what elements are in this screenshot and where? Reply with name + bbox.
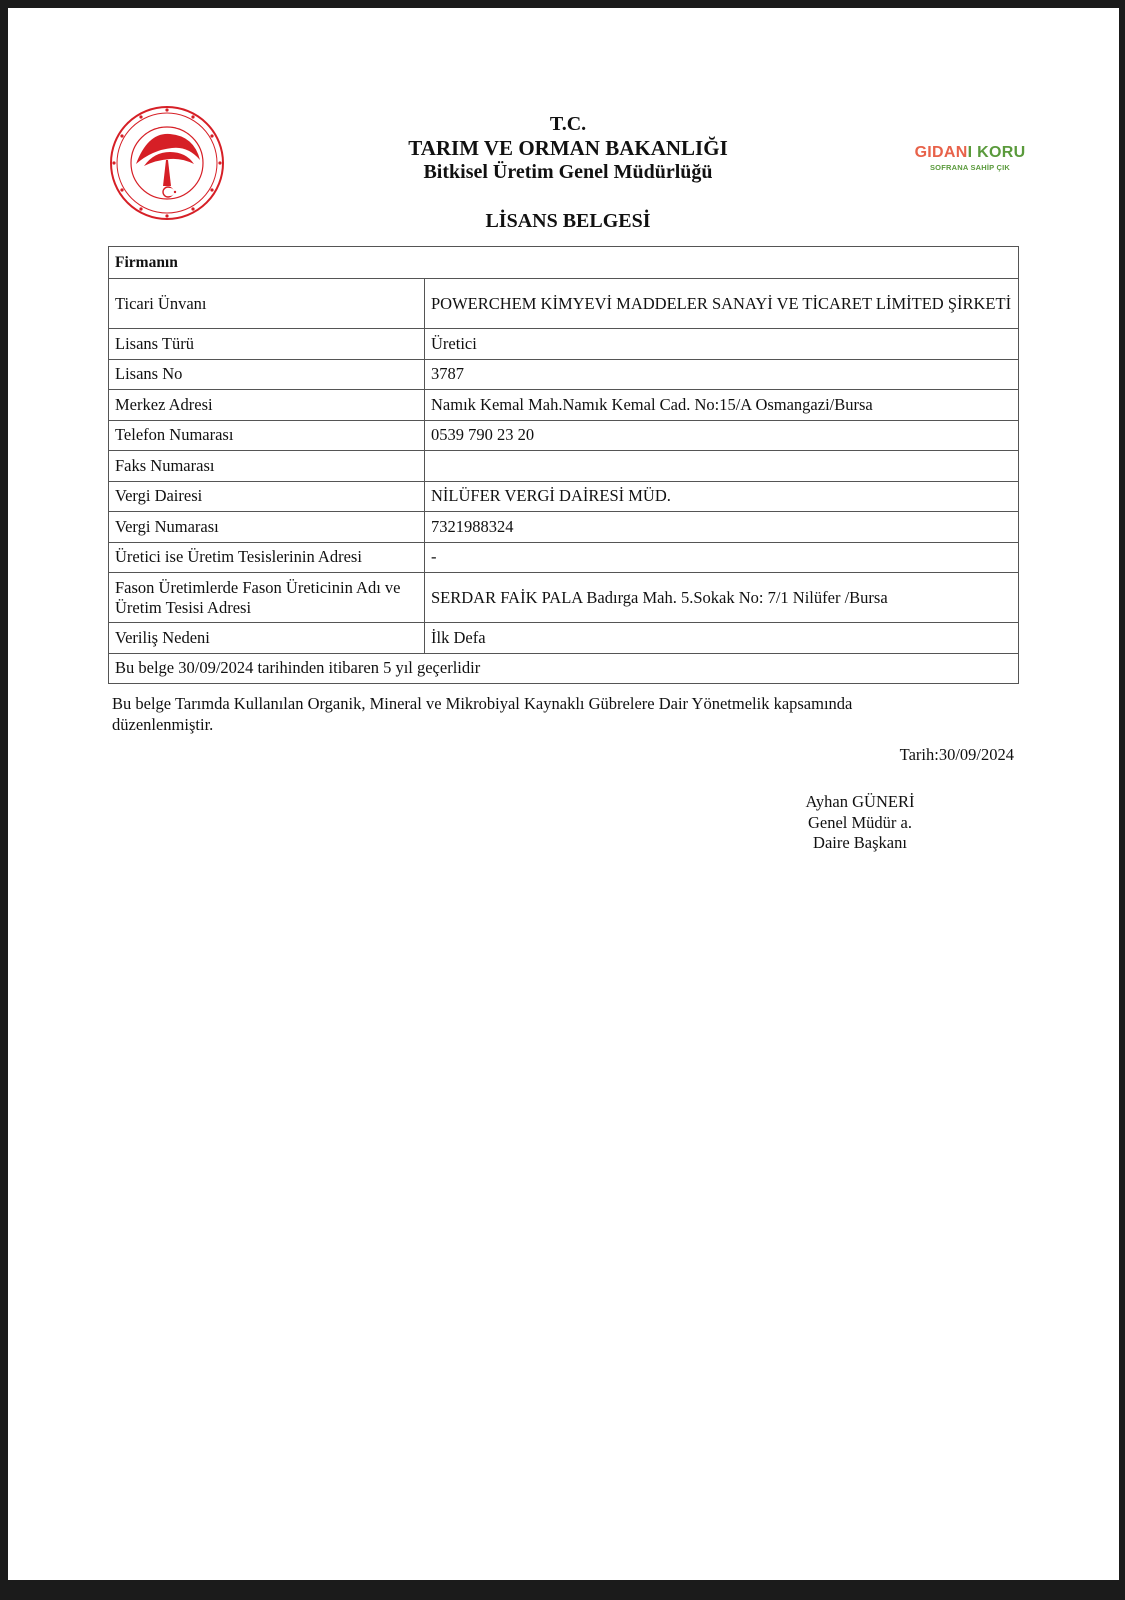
row-label: Veriliş Nedeni [109, 623, 425, 654]
ministry-seal-icon [108, 104, 226, 222]
row-value: 3787 [425, 359, 1019, 390]
table-row [109, 451, 1019, 482]
signature-block [780, 792, 940, 854]
row-value: - [425, 542, 1019, 573]
table-row [109, 390, 1019, 421]
row-label: Telefon Numarası [109, 420, 425, 451]
license-table [108, 246, 1019, 684]
table-row [109, 279, 1019, 329]
gidani-koru-logo [905, 143, 1035, 172]
row-label: Lisans Türü [109, 329, 425, 360]
row-value: SERDAR FAİK PALA Badırga Mah. 5.Sokak No: 7/1 Nilüfer /Bursa [425, 573, 1019, 623]
row-value: 7321988324 [425, 512, 1019, 543]
issue-date: Tarih:30/09/2024 [899, 745, 1014, 764]
document-page [8, 8, 1119, 1580]
table-row [109, 512, 1019, 543]
table-row [109, 573, 1019, 623]
signatory-department: Daire Başkanı [813, 833, 907, 852]
row-label: Fason Üretimlerde Fason Üreticinin Adı ve Üretim Tesisi Adresi [109, 573, 425, 623]
validity-text: Bu belge 30/09/2024 tarihinden itibaren 5 yıl geçerlidir [109, 653, 1019, 684]
table-row [109, 623, 1019, 654]
table-row [109, 481, 1019, 512]
row-label: Üretici ise Üretim Tesislerinin Adresi [109, 542, 425, 573]
section-heading: Firmanın [109, 247, 1019, 279]
row-label: Vergi Dairesi [109, 481, 425, 512]
signatory-name: Ayhan GÜNERİ [805, 792, 915, 811]
row-value [425, 451, 1019, 482]
brand-tagline: SOFRANA SAHİP ÇIK [929, 163, 1011, 172]
table-row [109, 542, 1019, 573]
row-value: NİLÜFER VERGİ DAİRESİ MÜD. [425, 481, 1019, 512]
validity-row [109, 653, 1019, 684]
table-row [109, 420, 1019, 451]
row-label: Lisans No [109, 359, 425, 390]
header-line-1: T.C. [549, 113, 587, 135]
row-value: Namık Kemal Mah.Namık Kemal Cad. No:15/A Osmangazi/Bursa [425, 390, 1019, 421]
directorate-name: Bitkisel Üretim Genel Müdürlüğü [423, 161, 713, 183]
row-label: Vergi Numarası [109, 512, 425, 543]
row-label: Faks Numarası [109, 451, 425, 482]
row-value: 0539 790 23 20 [425, 420, 1019, 451]
ministry-name: TARIM VE ORMAN BAKANLIĞI [408, 136, 728, 160]
brand-name: GIDANI KORU [914, 144, 1026, 161]
document-header [308, 112, 828, 184]
row-label: Merkez Adresi [109, 390, 425, 421]
table-row [109, 329, 1019, 360]
row-value: POWERCHEM KİMYEVİ MADDELER SANAYİ VE TİCARET LİMİTED ŞİRKETİ [425, 279, 1019, 329]
row-value: Üretici [425, 329, 1019, 360]
row-label: Ticari Ünvanı [109, 279, 425, 329]
document-title: LİSANS BELGESİ [485, 210, 651, 232]
row-value: İlk Defa [425, 623, 1019, 654]
table-row [109, 359, 1019, 390]
signatory-title: Genel Müdür a. [807, 812, 912, 832]
regulation-note: Bu belge Tarımda Kullanılan Organik, Mineral ve Mikrobiyal Kaynaklı Gübrelere Dair Yönetmelik kapsamında düzenlenmiştir. [112, 694, 853, 734]
